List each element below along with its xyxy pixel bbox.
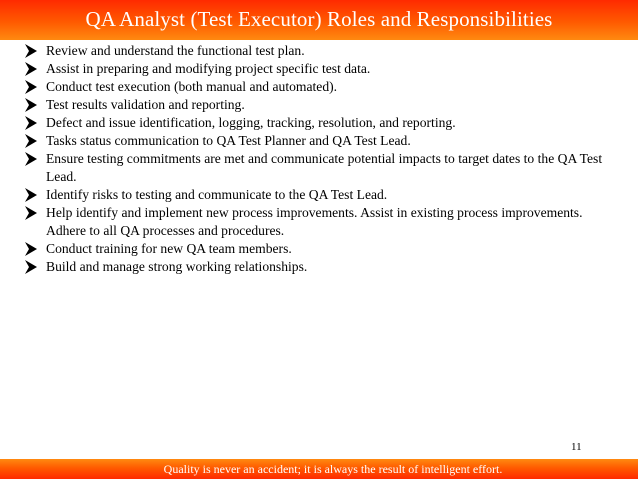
arrow-bullet-icon [24,187,38,203]
slide-title: QA Analyst (Test Executor) Roles and Responsibilities [85,6,553,31]
list-item [24,132,624,150]
list-item-text: Review and understand the functional test plan. [46,43,305,58]
list-item [24,258,624,276]
arrow-bullet-icon [24,79,38,95]
slide-header-banner [0,0,638,40]
responsibilities-list [24,42,624,276]
list-item-text: Defect and issue identification, logging, tracking, resolution, and reporting. [46,115,456,130]
list-item [24,78,624,96]
arrow-bullet-icon [24,133,38,149]
list-item [24,42,624,60]
list-item [24,240,624,258]
arrow-bullet-icon [24,43,38,59]
list-item-text: Build and manage strong working relationships. [46,259,308,274]
list-item-text: Conduct training for new QA team members. [46,241,292,256]
list-item [24,150,624,186]
list-item-text: Ensure testing commitments are met and communicate potential impacts to target dates to the QA Test Lead. [46,151,603,184]
arrow-bullet-icon [24,151,38,167]
arrow-bullet-icon [24,97,38,113]
list-item-text: Assist in preparing and modifying project specific test data. [46,61,371,76]
list-item-text: Tasks status communication to QA Test Planner and QA Test Lead. [46,133,411,148]
list-item [24,204,624,240]
slide-footer-banner [0,459,638,479]
footer-quote: Quality is never an accident; it is always the result of intelligent effort. [163,461,503,476]
arrow-bullet-icon [24,61,38,77]
list-item [24,60,624,78]
list-item-text: Test results validation and reporting. [46,97,245,112]
page-number: 11 [571,441,582,453]
list-item [24,96,624,114]
list-item-text: Conduct test execution (both manual and automated). [46,79,338,94]
list-item-text: Help identify and implement new process improvements. Assist in existing process improvements. Adhere to all QA processes and procedures. [46,205,583,238]
arrow-bullet-icon [24,241,38,257]
list-item [24,186,624,204]
arrow-bullet-icon [24,205,38,221]
arrow-bullet-icon [24,259,38,275]
list-item [24,114,624,132]
arrow-bullet-icon [24,115,38,131]
list-item-text: Identify risks to testing and communicate to the QA Test Lead. [46,187,388,202]
